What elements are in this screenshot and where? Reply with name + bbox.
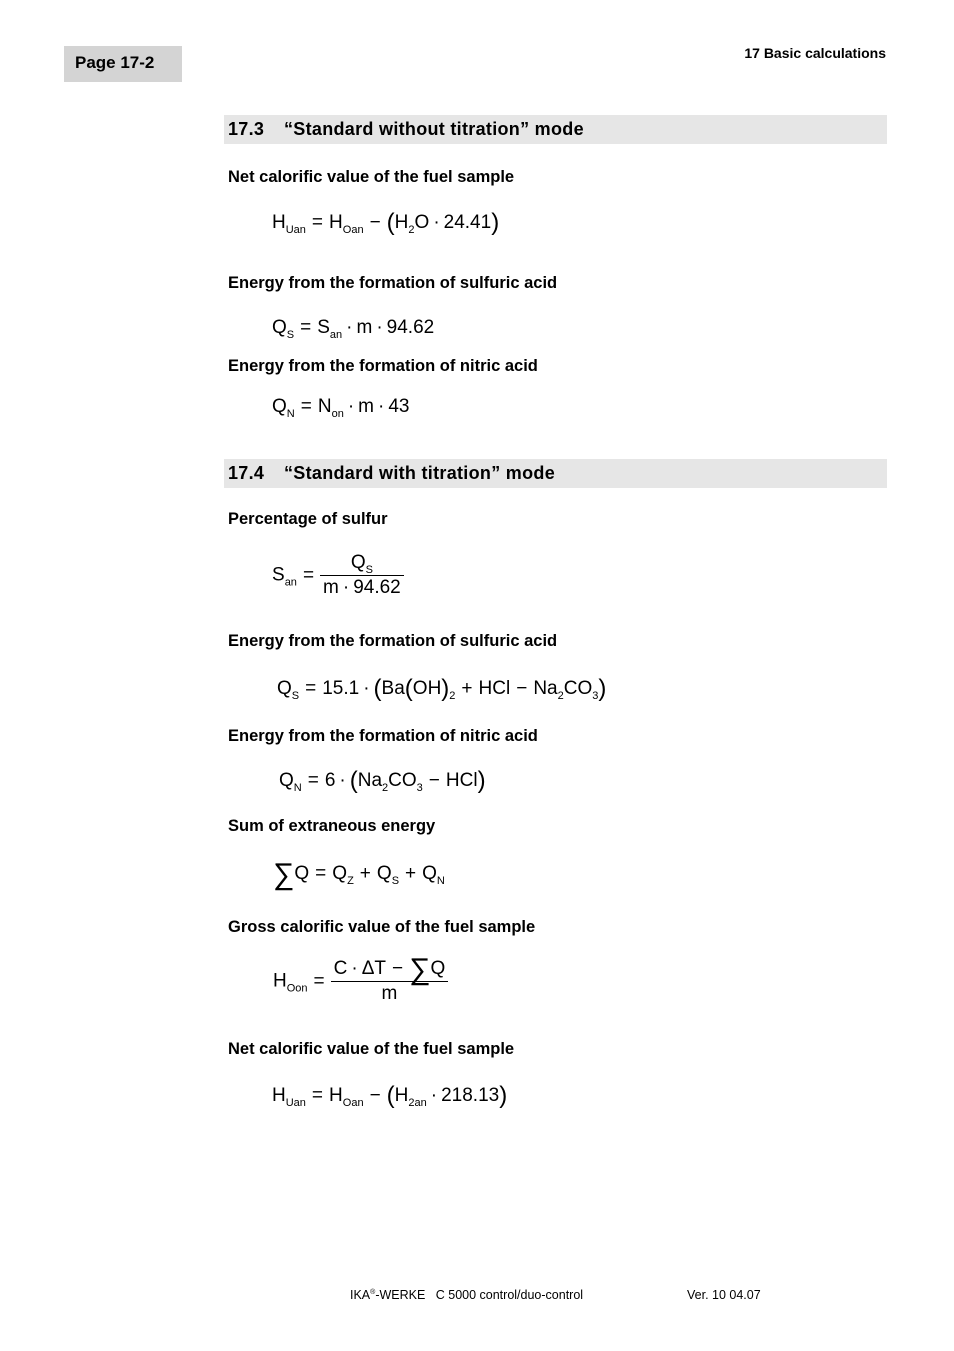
heading-net-calorific-2: Net calorific value of the fuel sample bbox=[228, 1040, 515, 1058]
formula-nitric-acid-1: $Q_N = N_{on} \cdot m \cdot 43$ bbox=[272, 396, 410, 420]
heading-sum-extraneous-energy: Sum of extraneous energy bbox=[228, 817, 436, 835]
formula-nitric-acid-2: $Q_N = 6 \cdot (Na_2CO_3 - HCl)$ bbox=[279, 767, 486, 794]
heading-gross-calorific: Gross calorific value of the fuel sample bbox=[228, 918, 536, 936]
footer-brand-product: IKA®-WERKE C 5000 control/duo-control bbox=[350, 1288, 584, 1302]
formula-sulfuric-acid-2: $Q_S = 15.1 \cdot (Ba(OH)_2$ + HCl − $Na_2CO_3$) bbox=[277, 675, 607, 702]
footer-product: C 5000 control/duo-control bbox=[435, 1288, 584, 1302]
footer-brand: IKA bbox=[350, 1288, 371, 1302]
heading-sulfuric-acid-2: Energy from the formation of sulfuric acid bbox=[228, 632, 558, 650]
formula-sum-extraneous-energy: $\sum Q = Q_Z + Q_S + Q_N$ bbox=[273, 858, 445, 891]
section-title: “Standard with titration” mode bbox=[284, 463, 556, 483]
formula-net-calorific-1: $H_{Uan} = H_{Oan} - (H_2O \cdot 24.41)$ bbox=[272, 209, 500, 236]
formula-gross-calorific: $H_{Oon}$ = $\frac{C \cdot \Delta T - \sum Q}{m}$ bbox=[273, 958, 448, 1005]
heading-sulfuric-acid-1: Energy from the formation of sulfuric acid bbox=[228, 274, 558, 292]
chapter-title: 17 Basic calculations bbox=[744, 45, 886, 61]
section-title: “Standard without titration” mode bbox=[284, 119, 584, 139]
heading-nitric-acid-2: Energy from the formation of nitric acid bbox=[228, 727, 538, 745]
page-label: Page 17-2 bbox=[64, 46, 182, 82]
section-number: 17.3 bbox=[228, 119, 265, 139]
footer-version: Ver. 10 04.07 bbox=[687, 1288, 761, 1302]
formula-percentage-sulfur: $S_{an}$ = $\frac{Q_S}{m \cdot 94.62}$ bbox=[272, 552, 404, 599]
heading-net-calorific-1: Net calorific value of the fuel sample bbox=[228, 168, 515, 186]
formula-net-calorific-2: $H_{Uan} = H_{Oan} - (H_{2an} \cdot 218.13)$ bbox=[272, 1082, 508, 1109]
section-17-4-header bbox=[224, 459, 887, 488]
formula-sulfuric-acid-1: $Q_S = S_{an} \cdot m \cdot 94.62$ bbox=[272, 317, 435, 341]
heading-percentage-sulfur: Percentage of sulfur bbox=[228, 510, 388, 528]
section-17-3-header bbox=[224, 115, 887, 144]
footer-reg-mark: ® bbox=[370, 1289, 376, 1296]
section-number: 17.4 bbox=[228, 463, 265, 483]
heading-nitric-acid-1: Energy from the formation of nitric acid bbox=[228, 357, 538, 375]
